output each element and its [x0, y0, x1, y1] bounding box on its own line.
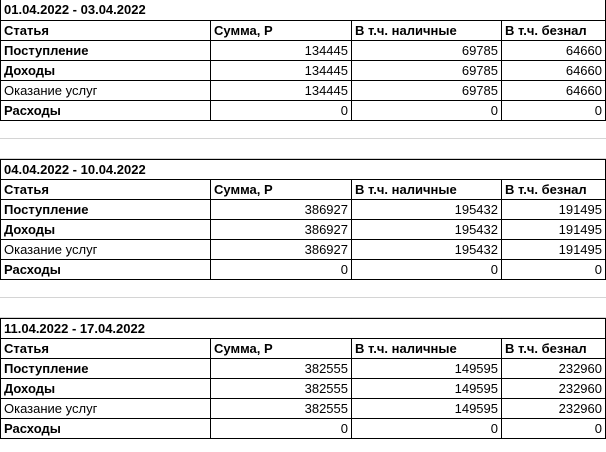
period-title-row: [0, 0, 606, 20]
row-sum[interactable]: 0: [210, 259, 351, 280]
table-row: [0, 80, 606, 100]
header-article[interactable]: Статья: [0, 338, 210, 358]
row-cash[interactable]: 69785: [351, 40, 501, 60]
row-sum[interactable]: 134445: [210, 40, 351, 60]
period-title[interactable]: 04.04.2022 - 10.04.2022: [0, 159, 606, 179]
row-label[interactable]: Расходы: [0, 100, 210, 121]
period-title-row: [0, 318, 606, 338]
row-sum[interactable]: 134445: [210, 80, 351, 100]
row-label[interactable]: Поступление: [0, 40, 210, 60]
row-cash[interactable]: 149595: [351, 398, 501, 418]
period-block: [0, 318, 606, 438]
header-cash[interactable]: В т.ч. наличные: [351, 338, 501, 358]
period-title[interactable]: 01.04.2022 - 03.04.2022: [0, 0, 606, 20]
row-label[interactable]: Доходы: [0, 60, 210, 80]
table-row: [0, 199, 606, 219]
row-label[interactable]: Поступление: [0, 358, 210, 378]
row-cash[interactable]: 149595: [351, 378, 501, 398]
table-row: [0, 259, 606, 279]
header-sum[interactable]: Сумма, Р: [210, 179, 351, 199]
table-row: [0, 358, 606, 378]
empty-row[interactable]: [0, 298, 606, 318]
period-block: [0, 159, 606, 279]
empty-row[interactable]: [0, 139, 606, 159]
row-noncash[interactable]: 64660: [501, 60, 606, 80]
row-cash[interactable]: 149595: [351, 358, 501, 378]
row-cash[interactable]: 0: [351, 259, 501, 280]
row-label[interactable]: Оказание услуг: [0, 80, 210, 100]
header-article[interactable]: Статья: [0, 179, 210, 199]
table-row: [0, 239, 606, 259]
row-noncash[interactable]: 64660: [501, 40, 606, 60]
table-row: [0, 219, 606, 239]
header-cash[interactable]: В т.ч. наличные: [351, 20, 501, 40]
table-header-row: [0, 20, 606, 40]
header-noncash[interactable]: В т.ч. безнал: [501, 20, 606, 40]
row-cash[interactable]: 69785: [351, 60, 501, 80]
row-sum[interactable]: 0: [210, 418, 351, 439]
row-noncash[interactable]: 232960: [501, 358, 606, 378]
row-sum[interactable]: 134445: [210, 60, 351, 80]
period-block: [0, 0, 606, 120]
row-cash[interactable]: 195432: [351, 199, 501, 219]
table-row: [0, 418, 606, 438]
row-label[interactable]: Оказание услуг: [0, 239, 210, 259]
row-noncash[interactable]: 64660: [501, 80, 606, 100]
row-label[interactable]: Доходы: [0, 219, 210, 239]
row-sum[interactable]: 382555: [210, 378, 351, 398]
row-noncash[interactable]: 191495: [501, 199, 606, 219]
period-title-row: [0, 159, 606, 179]
row-cash[interactable]: 69785: [351, 80, 501, 100]
row-label[interactable]: Оказание услуг: [0, 398, 210, 418]
table-header-row: [0, 338, 606, 358]
row-noncash[interactable]: 232960: [501, 398, 606, 418]
row-noncash[interactable]: 0: [501, 259, 606, 280]
table-row: [0, 100, 606, 120]
row-sum[interactable]: 386927: [210, 199, 351, 219]
table-row: [0, 378, 606, 398]
header-cash[interactable]: В т.ч. наличные: [351, 179, 501, 199]
table-row: [0, 60, 606, 80]
table-header-row: [0, 179, 606, 199]
row-label[interactable]: Доходы: [0, 378, 210, 398]
header-noncash[interactable]: В т.ч. безнал: [501, 338, 606, 358]
row-label[interactable]: Расходы: [0, 418, 210, 439]
row-noncash[interactable]: 191495: [501, 219, 606, 239]
row-noncash[interactable]: 0: [501, 418, 606, 439]
row-sum[interactable]: 386927: [210, 239, 351, 259]
header-article[interactable]: Статья: [0, 20, 210, 40]
row-sum[interactable]: 386927: [210, 219, 351, 239]
table-row: [0, 40, 606, 60]
row-sum[interactable]: 382555: [210, 398, 351, 418]
row-sum[interactable]: 0: [210, 100, 351, 121]
row-cash[interactable]: 195432: [351, 239, 501, 259]
row-sum[interactable]: 382555: [210, 358, 351, 378]
row-noncash[interactable]: 0: [501, 100, 606, 121]
period-title[interactable]: 11.04.2022 - 17.04.2022: [0, 318, 606, 338]
row-noncash[interactable]: 191495: [501, 239, 606, 259]
empty-row[interactable]: [0, 279, 606, 298]
header-noncash[interactable]: В т.ч. безнал: [501, 179, 606, 199]
table-row: [0, 398, 606, 418]
row-cash[interactable]: 0: [351, 100, 501, 121]
row-label[interactable]: Расходы: [0, 259, 210, 280]
header-sum[interactable]: Сумма, Р: [210, 20, 351, 40]
row-noncash[interactable]: 232960: [501, 378, 606, 398]
header-sum[interactable]: Сумма, Р: [210, 338, 351, 358]
row-cash[interactable]: 0: [351, 418, 501, 439]
row-cash[interactable]: 195432: [351, 219, 501, 239]
row-label[interactable]: Поступление: [0, 199, 210, 219]
empty-row[interactable]: [0, 120, 606, 139]
